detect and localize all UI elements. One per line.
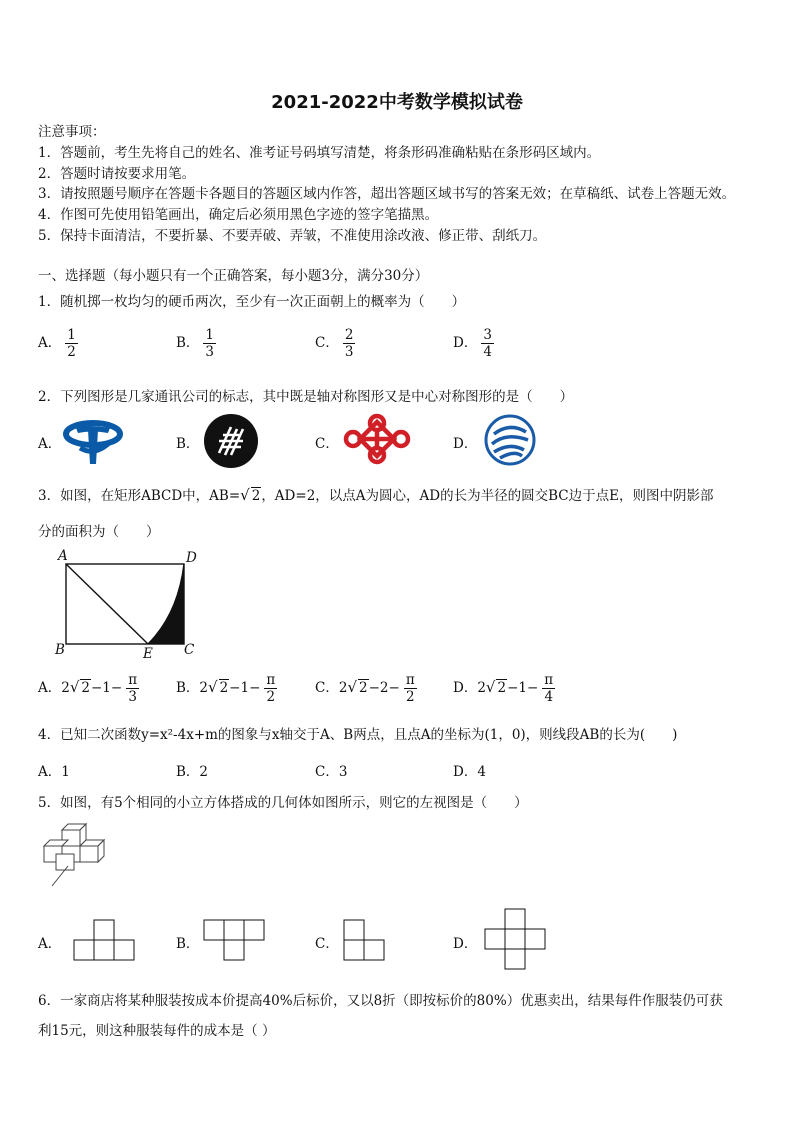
- q1-option-c: C． $\frac{2}{3}$: [315, 327, 354, 360]
- view-b-figure: [203, 919, 265, 961]
- q4-option-c: C．3: [315, 764, 348, 780]
- q3-option-b: B．2√ 2−1− $\frac{\pi}{2}$: [176, 672, 276, 705]
- point-label-e: E: [143, 646, 153, 662]
- question-2-stem: 2．下列图形是几家通讯公司的标志，其中既是轴对称图形又是中心对称图形的是（ ）: [38, 389, 574, 405]
- q1-option-d: D． $\frac{3}{4}$: [453, 327, 492, 360]
- q1-option-b: B． $\frac{1}{3}$: [176, 327, 215, 360]
- q3-option-c: C．2√ 2−2− $\frac{\pi}{2}$: [315, 672, 415, 705]
- question-6-stem: 6．一家商店将某种服装按成本价提高40%后标价，又以8折（即按标价的80%）优惠卖出，结果每件作服装仍可获: [38, 993, 723, 1009]
- q2-option-a-label: A．: [38, 436, 62, 452]
- telecom-logo-icon: [64, 414, 122, 466]
- netcom-logo-icon: [203, 413, 259, 469]
- q4-option-b: B．2: [176, 764, 209, 780]
- q5-option-b-label: B．: [176, 936, 200, 952]
- rectangle-figure: [52, 548, 202, 660]
- view-d-figure: [484, 908, 546, 970]
- cubes-figure: [38, 820, 114, 892]
- question-3-stem: 3．如图，在矩形ABCD中，AB=√ 2，AD=2，以点A为圆心，AD的长为半径的圆交BC边于点E，则图中阴影部: [38, 486, 714, 504]
- q2-option-b-label: B．: [176, 436, 200, 452]
- unicom-logo-icon: [343, 413, 411, 465]
- mobile-logo-icon: [484, 414, 536, 466]
- section-heading: 一、选择题（每小题只有一个正确答案，每小题3分，满分30分）: [38, 268, 429, 284]
- notice-item: 1．答题前，考生先将自己的姓名、准考证号码填写清楚，将条形码准确粘贴在条形码区域内。: [38, 145, 601, 161]
- view-c-figure: [343, 919, 385, 961]
- q5-option-a-label: A．: [38, 936, 62, 952]
- point-label-a: A: [58, 548, 68, 564]
- point-label-b: B: [55, 642, 65, 658]
- q3-option-a: A．2√ 2−1− $\frac{\pi}{3}$: [38, 672, 138, 705]
- notice-item: 4．作图可先使用铅笔画出，确定后必须用黑色字迹的签字笔描黑。: [38, 207, 439, 223]
- view-a-figure: [73, 919, 135, 961]
- question-3-stem-cont: 分的面积为（ ）: [38, 524, 160, 540]
- question-5-stem: 5．如图，有5个相同的小立方体搭成的几何体如图所示，则它的左视图是（ ）: [38, 795, 528, 811]
- point-label-d: D: [186, 550, 197, 566]
- q5-option-c-label: C．: [315, 936, 339, 952]
- notice-item: 3．请按照题号顺序在答题卡各题目的答题区域内作答，超出答题区域书写的答案无效；在草稿纸、试卷上答题无效。: [38, 186, 736, 202]
- notice-item: 2．答题时请按要求用笔。: [38, 166, 196, 182]
- q5-option-d-label: D．: [453, 936, 478, 952]
- notice-heading: 注意事项：: [38, 124, 106, 140]
- q4-option-d: D．4: [453, 764, 486, 780]
- notice-item: 5．保持卡面清洁，不要折暴、不要弄破、弄皱，不准使用涂改液、修正带、刮纸刀。: [38, 228, 547, 244]
- question-4-stem: 4．已知二次函数y=x²-4x+m的图象与x轴交于A、B两点，且点A的坐标为(1，0)，则线段AB的长为( ): [38, 727, 678, 743]
- page-title: 2021-2022中考数学模拟试卷: [271, 92, 523, 113]
- q1-option-a: A． $\frac{1}{2}$: [38, 327, 76, 360]
- q2-option-d-label: D．: [453, 436, 478, 452]
- q4-option-a: A．1: [38, 764, 70, 780]
- q2-option-c-label: C．: [315, 436, 339, 452]
- question-6-stem-cont: 利15元，则这种服装每件的成本是（ ）: [38, 1023, 276, 1039]
- point-label-c: C: [184, 642, 195, 658]
- q3-option-d: D．2√ 2−1− $\frac{\pi}{4}$: [453, 672, 554, 705]
- question-1-stem: 1．随机掷一枚均匀的硬币两次，至少有一次正面朝上的概率为（ ）: [38, 294, 466, 310]
